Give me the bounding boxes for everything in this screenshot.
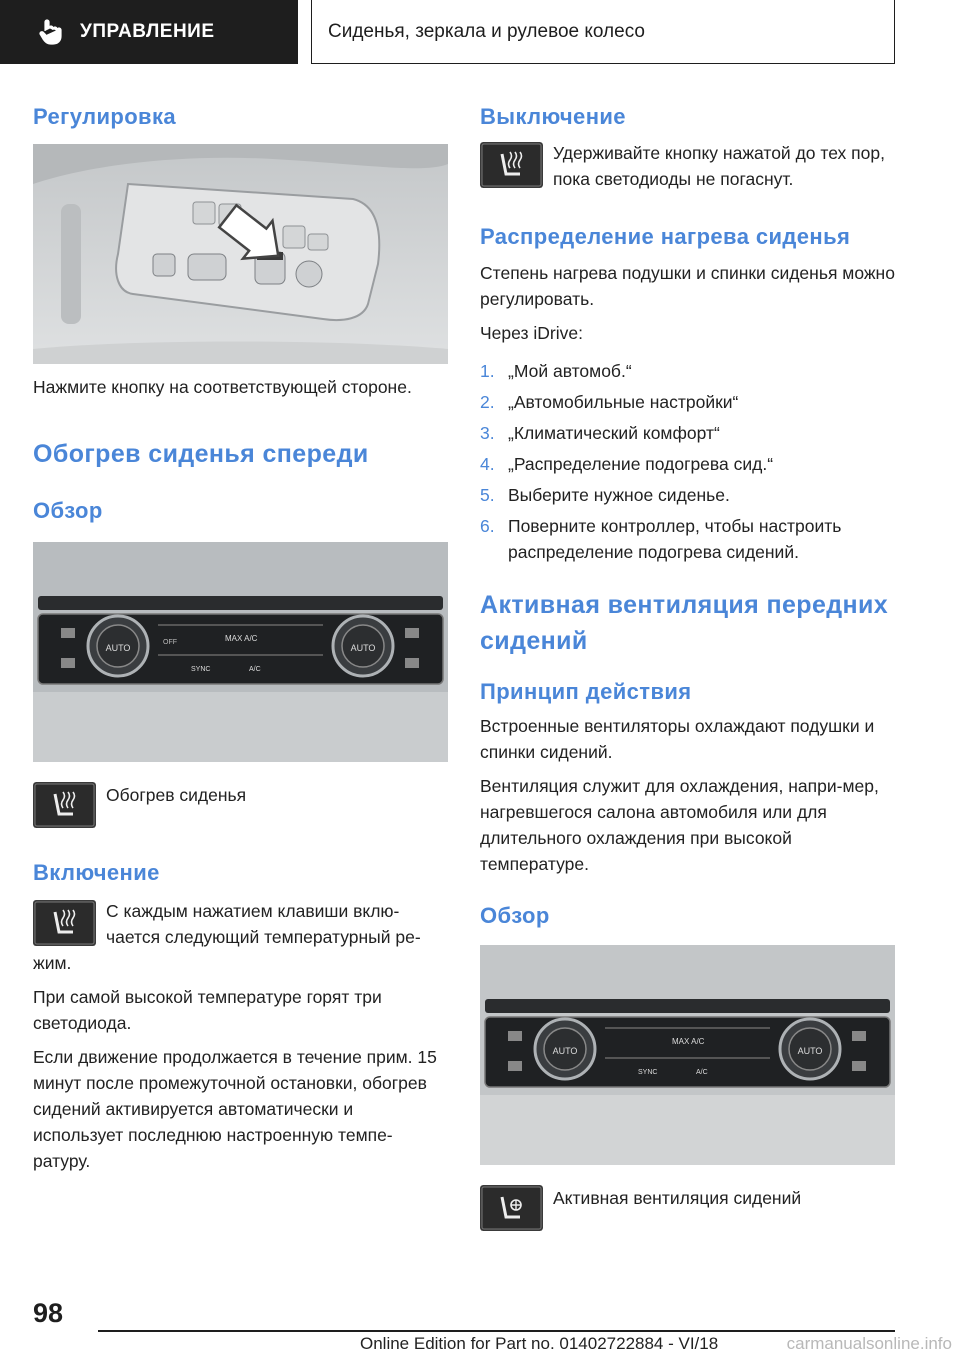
heading-overview-2: Обзор [480, 903, 550, 928]
off-label: OFF [163, 639, 177, 646]
ac-label: A/C [249, 666, 261, 673]
heading-front-heat: Обогрев сиденья спереди [33, 440, 369, 468]
heading-overview: Обзор [33, 498, 103, 523]
section-title: УПРАВЛЕНИЕ [80, 21, 215, 42]
hand-pointer-icon [36, 17, 66, 47]
idrive-steps-list [480, 358, 895, 565]
seat-heating-button-icon-3 [480, 142, 543, 188]
adjust-caption: Нажмите кнопку на соответствующей стороне. [33, 377, 412, 397]
footer-divider [98, 1330, 895, 1332]
heading-adjust: Регулировка [33, 104, 177, 129]
heading-on: Включение [33, 860, 160, 885]
heading-ventilation: Активная вентиляция передних сидений [480, 591, 889, 655]
list-item: 5. Выберите нужное сиденье. [480, 485, 730, 505]
ventilation-paragraph-1: Встроенные вентиляторы охлаждают подушки и спинки сидений. [480, 716, 875, 762]
vent-icon-row [480, 1183, 895, 1231]
ac-label-2: A/C [696, 1069, 708, 1076]
list-item: 6. Поверните контроллер, чтобы настроить распределение подогрева сидений. [480, 516, 842, 562]
sync-label: SYNC [191, 666, 211, 673]
seat-ventilation-button-icon [480, 1185, 543, 1231]
list-item: 4. „Распределение подогрева сид.“ [480, 454, 774, 474]
heading-distribution: Распределение нагрева сиденья [480, 224, 851, 249]
heat-icon-caption: Обогрев сиденья [106, 785, 247, 805]
seat-heating-button-icon [33, 782, 96, 828]
on-paragraph-1: С каждым нажатием клавиши вклю-чается следующий температурный ре-жим. [33, 901, 421, 973]
left-column [33, 100, 448, 1174]
auto-label-left: AUTO [105, 643, 131, 653]
chapter-title: Сиденья, зеркала и рулевое колесо [311, 0, 895, 64]
vent-icon-caption: Активная вентиляция сидений [553, 1188, 802, 1208]
ventilation-paragraph-2: Вентиляция служит для охлаждения, напри-мер, нагревшегося салона автомобиля или для длительного охлаждения при высокой температуре. [480, 776, 879, 874]
list-item: 2. „Автомобильные настройки“ [480, 392, 739, 412]
header-section-tab [0, 0, 298, 64]
max-ac-label-2: MAX A/C [672, 1037, 705, 1046]
off-icon-row [480, 140, 895, 192]
auto-label-right-2: AUTO [797, 1046, 823, 1056]
max-ac-label: MAX A/C [225, 634, 258, 643]
seat-controls-photo [33, 144, 448, 364]
auto-label-right: AUTO [350, 643, 376, 653]
heading-off: Выключение [480, 104, 626, 129]
sync-label-2: SYNC [638, 1069, 658, 1076]
climate-panel-photo [33, 542, 448, 762]
auto-label-left-2: AUTO [552, 1046, 578, 1056]
on-paragraph-3: Если движение продолжается в течение прим. 15 минут после промежуточной остановки, обогрев сидений активируется автоматически и использует последнюю настроенную темпе-ратуру. [33, 1047, 437, 1171]
on-paragraph-block [33, 898, 448, 976]
off-text: Удерживайте кнопку нажатой до тех пор, пока светодиоды не погаснут. [553, 143, 885, 189]
seat-heating-button-icon-2 [33, 900, 96, 946]
heading-principle: Принцип действия [480, 679, 692, 704]
distribution-paragraph-1: Степень нагрева подушки и спинки сиденья можно регулировать. [480, 263, 895, 309]
on-paragraph-2: При самой высокой температуре горят три светодиода. [33, 987, 382, 1033]
list-item: 3. „Климатический комфорт“ [480, 423, 720, 443]
heat-icon-row [33, 780, 448, 828]
list-item: 1. „Мой автомоб.“ [480, 361, 632, 381]
distribution-paragraph-2: Через iDrive: [480, 323, 583, 343]
right-column [480, 100, 895, 1231]
watermark-text: carmanualsonline.info [786, 1334, 952, 1353]
page-number: 98 [33, 1298, 64, 1328]
climate-panel-photo-2 [480, 945, 895, 1165]
footer-edition: Online Edition for Part no. 01402722884 - VI/18 [360, 1334, 719, 1353]
